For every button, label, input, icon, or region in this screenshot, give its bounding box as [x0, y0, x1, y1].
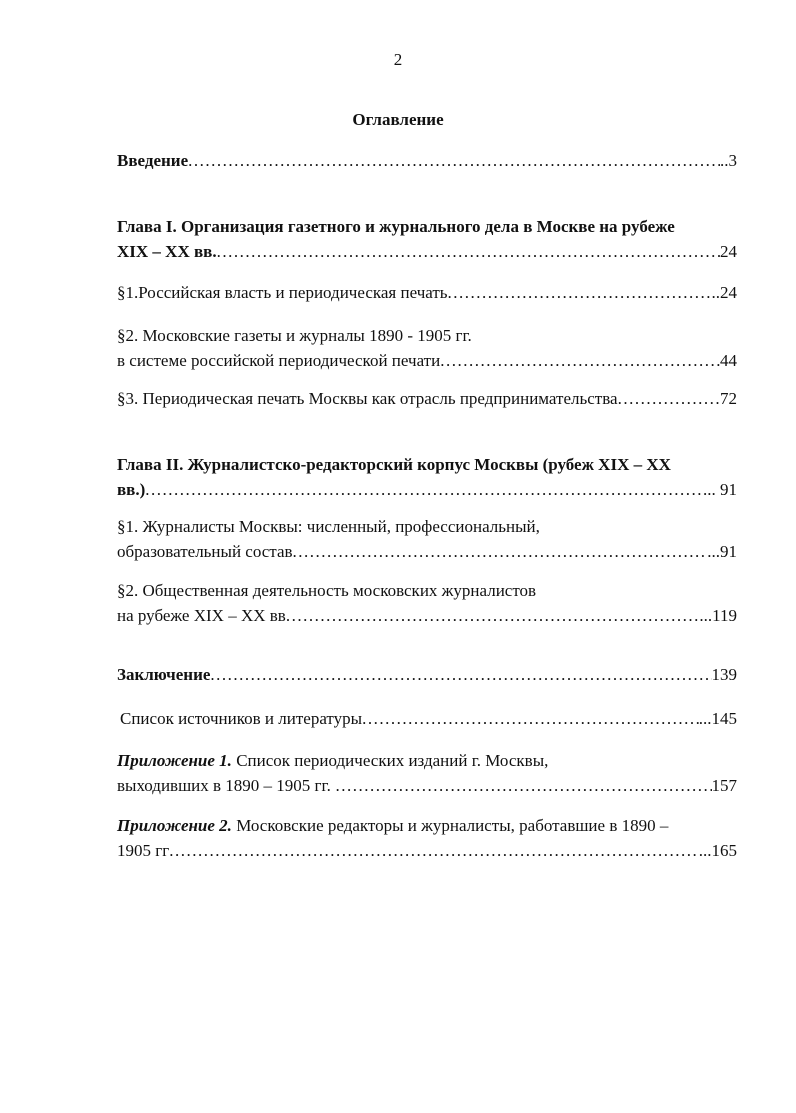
toc-label: §3. Периодическая печать Москвы как отрасль предпринимательства: [117, 389, 618, 408]
toc-label: Введение: [117, 151, 189, 170]
toc-entry-conclusion[interactable]: [117, 662, 737, 687]
toc-page: ...165: [698, 841, 737, 860]
toc-label-line1: §1. Журналисты Москвы: численный, профессиональный,: [117, 517, 540, 536]
toc-label-line1: Список периодических изданий г. Москвы,: [231, 751, 549, 770]
dot-leader: [169, 838, 699, 863]
toc-page: ..24: [711, 283, 737, 302]
toc-entry-ch1-section-1[interactable]: [117, 280, 737, 305]
toc-page: 72: [720, 389, 737, 408]
page-number: 2: [393, 50, 403, 69]
toc-page: ... 91: [703, 480, 737, 499]
toc-page: ..3: [720, 151, 737, 170]
dot-leader: [210, 662, 711, 687]
dot-leader: [362, 706, 699, 731]
dot-leader: [448, 280, 712, 305]
toc-entry-ch2-section-1[interactable]: [117, 514, 737, 564]
toc-page: 139: [711, 665, 737, 684]
dot-leader: [188, 148, 720, 173]
toc-label-line1: Московские редакторы и журналисты, работавшие в 1890 –: [231, 816, 669, 835]
toc-page: ...119: [699, 606, 737, 625]
toc-label: Заключение: [117, 665, 211, 684]
toc-page: 44: [720, 351, 737, 370]
dot-leader: [286, 603, 700, 628]
toc-label-line2: в системе российской периодической печати: [117, 351, 441, 370]
toc-entry-sources[interactable]: [120, 706, 737, 731]
toc-entry-ch2-section-2[interactable]: [117, 578, 737, 628]
toc-title: Оглавление: [352, 110, 444, 129]
toc-page: 157: [711, 776, 737, 795]
toc-entry-ch1-section-3[interactable]: [117, 386, 737, 411]
toc-label: Список источников и литературы: [120, 709, 363, 728]
toc-entry-ch1-section-2[interactable]: [117, 323, 737, 373]
toc-entry-appendix-2[interactable]: [117, 813, 737, 863]
toc-label-line2: на рубеже XIX – XX вв: [117, 606, 286, 625]
toc-entry-intro[interactable]: [117, 148, 737, 173]
toc-entry-appendix-1[interactable]: [117, 748, 737, 798]
toc-label-line1: Глава I. Организация газетного и журнального дела в Москве на рубеже: [117, 217, 675, 236]
toc-label-line2: XIX – XX вв.: [117, 242, 217, 261]
dot-leader: [217, 239, 720, 264]
toc-label-line2: выходивших в 1890 – 1905 гг.: [117, 776, 331, 795]
dot-leader: [618, 386, 720, 411]
toc-label-line1: §2. Московские газеты и журналы 1890 - 1905 гг.: [117, 326, 472, 345]
dot-leader: [293, 539, 708, 564]
toc-entry-chapter-2[interactable]: [117, 452, 737, 502]
toc-label-line2: 1905 гг: [117, 841, 170, 860]
toc-label: §1.Российская власть и периодическая печать: [117, 283, 448, 302]
dot-leader: [145, 477, 703, 502]
toc-label-line1: §2. Общественная деятельность московских журналистов: [117, 581, 537, 600]
toc-label-line2: вв.): [117, 480, 146, 499]
appendix-title: Приложение 2.: [117, 816, 232, 835]
toc-label-line1: Глава II. Журналистско-редакторский корпус Москвы (рубеж XIX – XX: [117, 455, 671, 474]
toc-page: ...145: [698, 709, 737, 728]
appendix-title: Приложение 1.: [117, 751, 232, 770]
toc-page: 24: [720, 242, 737, 261]
toc-page: ...91: [707, 542, 737, 561]
toc-entry-chapter-1[interactable]: [117, 214, 737, 264]
toc-label-line2: образовательный состав: [117, 542, 293, 561]
dot-leader: [336, 773, 712, 798]
dot-leader: [440, 348, 720, 373]
